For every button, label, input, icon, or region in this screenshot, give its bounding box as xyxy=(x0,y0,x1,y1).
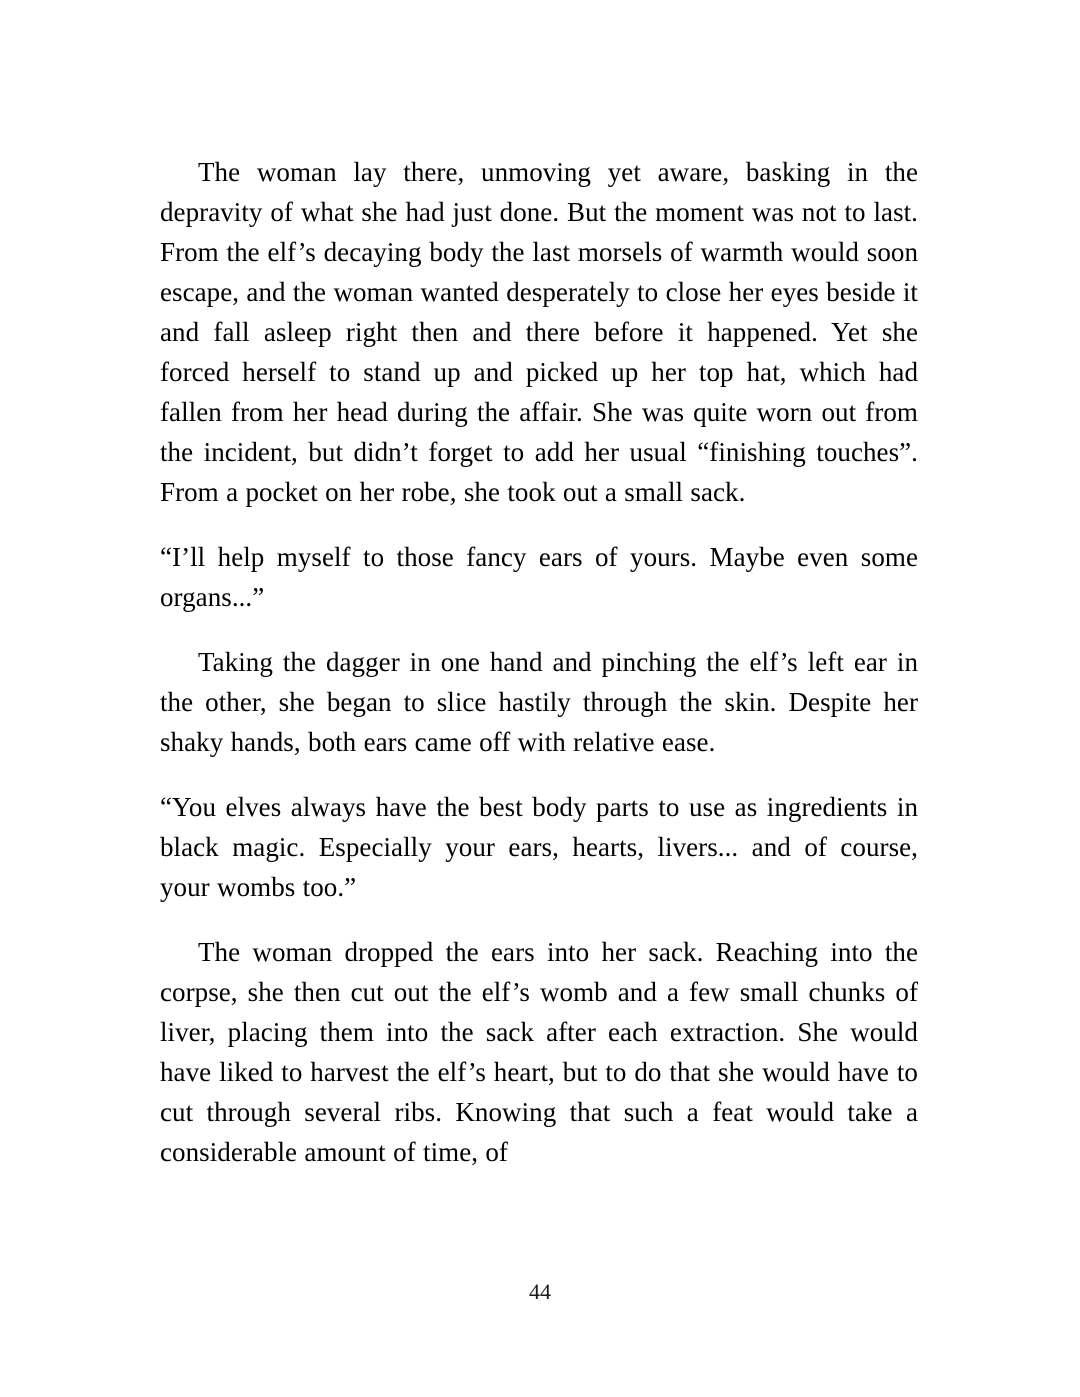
paragraph-4-dialogue: “You elves always have the best body parts to use as ingredients in black magic. Especially your ears, hearts, livers... and of course, your wombs too.” xyxy=(160,792,918,902)
page-text-block xyxy=(160,152,918,1172)
paragraph-5: The woman dropped the ears into her sack. Reaching into the corpse, she then cut out the elf’s womb and a few small chunks of liver, placing them into the sack after each extraction. She would have liked to harvest the elf’s heart, but to do that she would have to cut through several ribs. Knowing that such a feat would take a considerable amount of time, of xyxy=(160,937,918,1167)
page-number: 44 xyxy=(529,1279,551,1304)
paragraph-1: The woman lay there, unmoving yet aware, basking in the depravity of what she had just done. But the moment was not to last. From the elf’s decaying body the last morsels of warmth would soon escape, and the woman wanted desperately to close her eyes beside it and fall asleep right then and there before it happened. Yet she forced herself to stand up and picked up her top hat, which had fallen from her head during the affair. She was quite worn out from the incident, but didn’t forget to add her usual “finishing touches”. From a pocket on her robe, she took out a small sack. xyxy=(160,157,918,507)
paragraph-3: Taking the dagger in one hand and pinching the elf’s left ear in the other, she began to slice hastily through the skin. Despite her shaky hands, both ears came off with relative ease. xyxy=(160,647,918,757)
paragraph-2-dialogue: “I’ll help myself to those fancy ears of yours. Maybe even some organs...” xyxy=(160,542,918,612)
